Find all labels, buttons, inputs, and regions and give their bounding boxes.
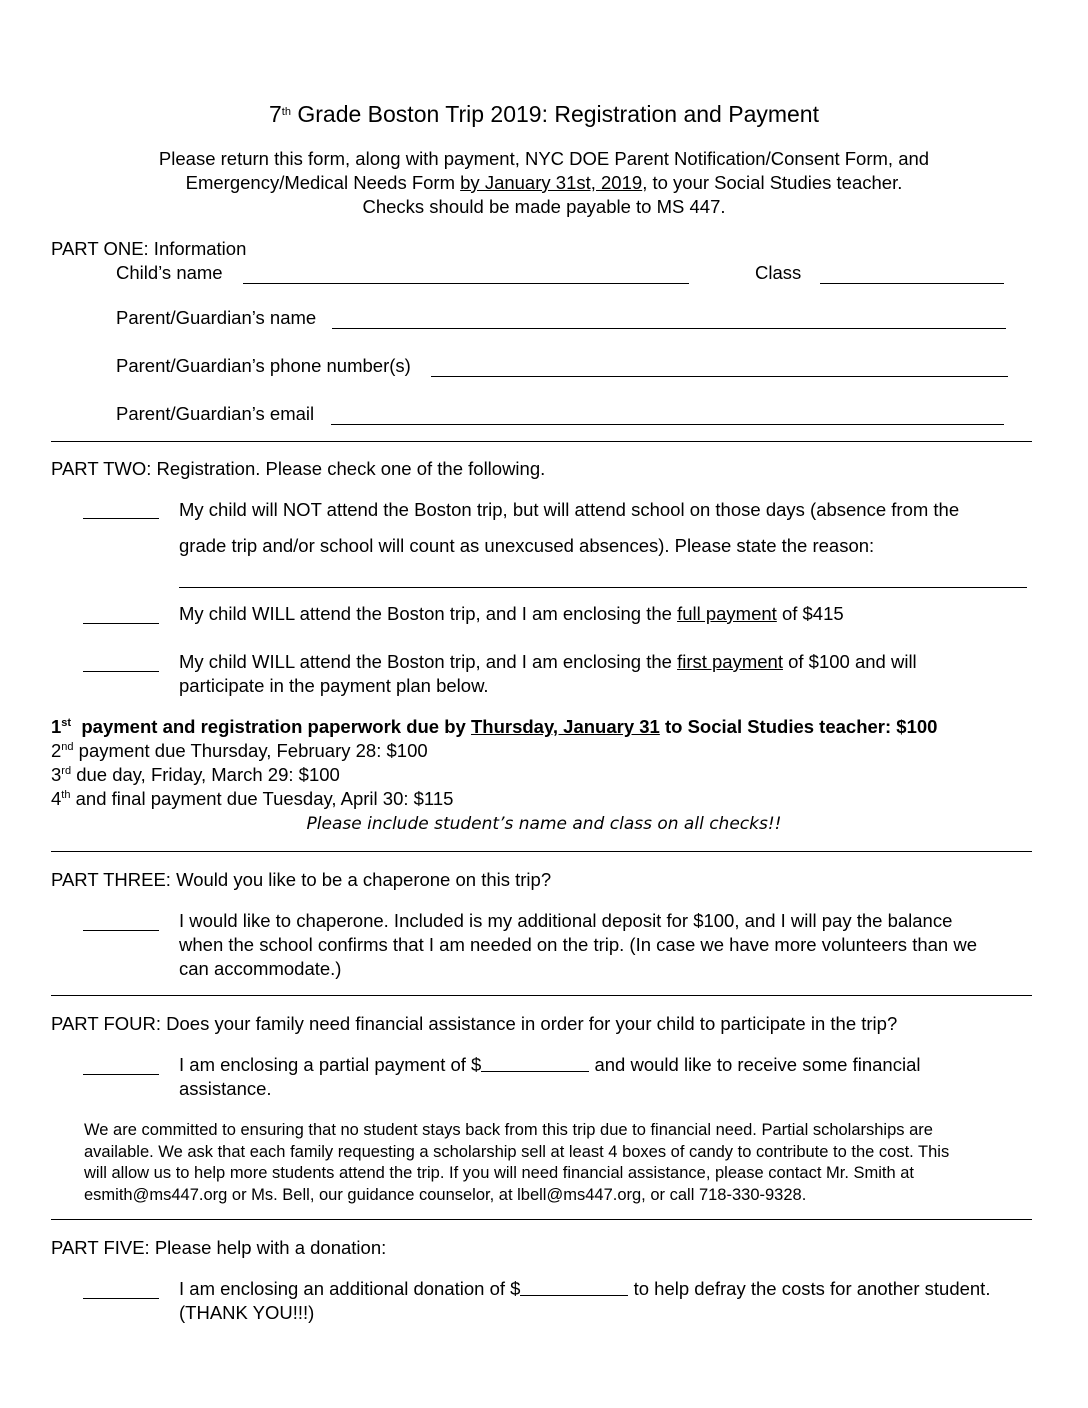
payment-3-sup: rd xyxy=(61,765,72,777)
donation-amount-field[interactable] xyxy=(520,1281,628,1296)
financial-paragraph-line-3: will allow us to help more students attend the trip. If you will need financial assistance, please contact Mr. Smith at xyxy=(84,1164,915,1182)
chaperone-line-2: when the school confirms that I am needed on the trip. (In case we have more volunteers than we xyxy=(179,934,977,955)
financial-line-1-a: I am enclosing a partial payment of $ xyxy=(179,1054,482,1075)
payment-3 xyxy=(51,764,340,786)
payment-3-num: 3 xyxy=(51,764,62,785)
option-not-attend-line-1: My child will NOT attend the Boston trip, but will attend school on those days (absence from the xyxy=(179,499,960,520)
financial-line-1-b: and would like to receive some financial xyxy=(589,1054,921,1075)
intro-line-2-b: , to your Social Studies teacher. xyxy=(642,172,903,193)
payment-1-num: 1 xyxy=(51,716,62,737)
option-not-attend-line-2: grade trip and/or school will count as unexcused absences). Please state the reason: xyxy=(179,535,875,556)
child-name-field[interactable] xyxy=(243,283,689,284)
part-one-heading: PART ONE: Information xyxy=(51,238,247,259)
parent-email-field[interactable] xyxy=(331,424,1004,425)
checkbox-financial-assistance[interactable] xyxy=(83,1074,159,1075)
payment-2-sup: nd xyxy=(61,741,74,753)
part-two-heading: PART TWO: Registration. Please check one of the following. xyxy=(51,458,546,479)
payment-4-rest: and final payment due Tuesday, April 30: $115 xyxy=(70,788,454,809)
chaperone-line-3: can accommodate.) xyxy=(179,958,342,979)
checkbox-first-payment[interactable] xyxy=(83,671,159,672)
chaperone-line-1: I would like to chaperone. Included is my additional deposit for $100, and I will pay the balance xyxy=(179,910,953,931)
option-full-payment xyxy=(179,603,844,625)
financial-paragraph-line-2: available. We ask that each family requesting a scholarship sell at least 4 boxes of candy to contribute to the cost. This xyxy=(84,1142,950,1161)
payment-2-num: 2 xyxy=(51,740,62,761)
option-full-payment-a: My child WILL attend the Boston trip, and I am enclosing the xyxy=(179,603,678,624)
checkbox-donation[interactable] xyxy=(83,1298,159,1299)
donation-line-1-a: I am enclosing an additional donation of $ xyxy=(179,1278,521,1299)
due-date: by January 31st, 2019 xyxy=(460,172,643,193)
page-title xyxy=(0,101,1088,128)
donation-line-2: (THANK YOU!!!) xyxy=(179,1302,315,1323)
section-divider xyxy=(51,851,1032,852)
payment-1-a: payment and registration paperwork due by xyxy=(71,716,471,737)
option-first-payment-line-1 xyxy=(179,651,917,673)
intro-line-2 xyxy=(0,172,1088,194)
option-first-payment-a: My child WILL attend the Boston trip, and I am enclosing the xyxy=(179,651,678,672)
title-grade: 7 xyxy=(268,101,282,127)
full-payment-emphasis: full payment xyxy=(677,603,777,624)
parent-name-field[interactable] xyxy=(332,328,1006,329)
section-divider xyxy=(51,995,1032,996)
child-name-label: Child’s name xyxy=(116,262,223,283)
parent-email-label: Parent/Guardian’s email xyxy=(116,403,315,424)
section-divider xyxy=(51,441,1032,442)
payment-1-sup: st xyxy=(61,717,72,729)
payment-3-rest: due day, Friday, March 29: $100 xyxy=(71,764,340,785)
intro-line-1: Please return this form, along with payment, NYC DOE Parent Notification/Consent Form, and xyxy=(158,148,930,169)
section-divider xyxy=(51,1219,1032,1220)
class-field[interactable] xyxy=(820,283,1004,284)
payment-1-b: to Social Studies teacher: $100 xyxy=(659,716,938,737)
financial-paragraph-line-1: We are committed to ensuring that no student stays back from this trip due to financial need. Partial scholarships are xyxy=(84,1121,933,1139)
payment-2-rest: payment due Thursday, February 28: $100 xyxy=(73,740,428,761)
intro-line-2-a: Emergency/Medical Needs Form xyxy=(185,172,461,193)
financial-paragraph-line-4: esmith@ms447.org or Ms. Bell, our guidance counselor, at lbell@ms447.org, or call 718-330-9328. xyxy=(84,1185,807,1204)
part-three-heading: PART THREE: Would you like to be a chaperone on this trip? xyxy=(51,869,552,890)
financial-line-1 xyxy=(179,1054,920,1076)
part-four-heading: PART FOUR: Does your family need financial assistance in order for your child to participate in the trip? xyxy=(51,1013,898,1034)
payment-4 xyxy=(51,788,453,810)
payment-1 xyxy=(51,716,937,738)
financial-line-2: assistance. xyxy=(179,1078,272,1099)
class-label: Class xyxy=(755,262,802,283)
first-payment-emphasis: first payment xyxy=(677,651,783,672)
donation-line-1 xyxy=(179,1278,990,1300)
payment-4-num: 4 xyxy=(51,788,62,809)
checks-note: Please include student’s name and class on all checks!! xyxy=(306,814,782,834)
donation-line-1-b: to help defray the costs for another student. xyxy=(628,1278,991,1299)
parent-name-label: Parent/Guardian’s name xyxy=(116,307,317,328)
partial-payment-amount-field[interactable] xyxy=(481,1057,589,1072)
option-first-payment-line-2: participate in the payment plan below. xyxy=(179,675,489,696)
intro-line-3: Checks should be made payable to MS 447. xyxy=(362,196,726,217)
payment-1-date: Thursday, January 31 xyxy=(470,716,660,737)
option-first-payment-b: of $100 and will xyxy=(782,651,917,672)
part-five-heading: PART FIVE: Please help with a donation: xyxy=(51,1237,387,1258)
checkbox-not-attend[interactable] xyxy=(83,518,159,519)
parent-phone-label: Parent/Guardian’s phone number(s) xyxy=(116,355,411,376)
title-sup: th xyxy=(281,106,291,118)
payment-2 xyxy=(51,740,428,762)
option-full-payment-b: of $415 xyxy=(776,603,844,624)
checkbox-full-payment[interactable] xyxy=(83,623,159,624)
reason-field[interactable] xyxy=(179,587,1027,588)
checkbox-chaperone[interactable] xyxy=(83,930,159,931)
payment-4-sup: th xyxy=(61,789,71,801)
title-rest: Grade Boston Trip 2019: Registration and Payment xyxy=(290,101,819,127)
parent-phone-field[interactable] xyxy=(431,376,1008,377)
